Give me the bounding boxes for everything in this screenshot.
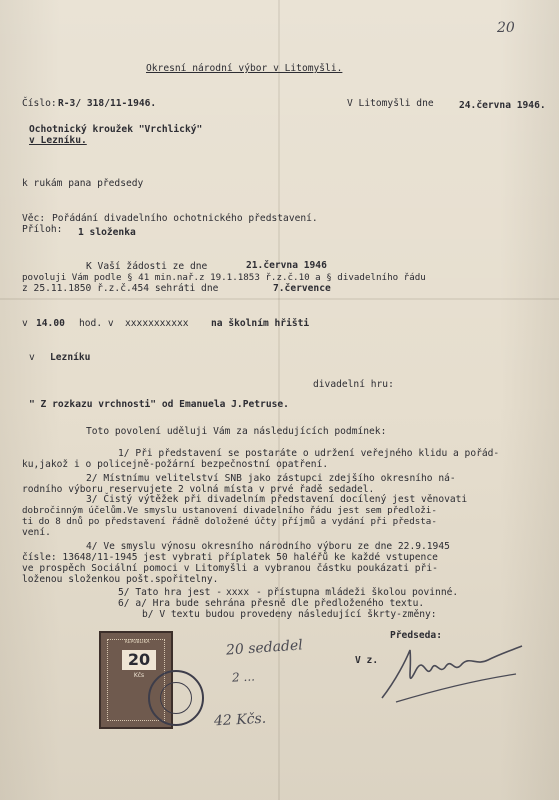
- subject-text: Pořádání divadelního ochotnického představení.: [52, 213, 318, 224]
- conditions-intro: Toto povolení uděluji Vám za následujících podmínek:: [86, 426, 387, 437]
- addressee-name: Ochotnický kroužek "Vrchlický": [29, 124, 203, 135]
- revenue-stamp-unit: Kčs: [133, 672, 145, 679]
- performance-place: Lezníku: [50, 352, 91, 363]
- place-date-prefix: V Litomyšli dne: [347, 98, 434, 109]
- corner-note: 20: [497, 20, 515, 36]
- handwritten-note: 42 Kčs.: [213, 710, 267, 730]
- time-suffix: hod. v: [79, 318, 114, 329]
- condition-line: 4/ Ve smyslu výnosu okresního národního výboru ze dne 22.9.1945: [86, 541, 450, 552]
- condition-line: ve prospěch Sociální pomoci v Litomyšli a vybranou částku poukázati při-: [22, 563, 438, 574]
- condition-line: vení.: [22, 527, 51, 538]
- vz-label: V z.: [355, 655, 379, 666]
- condition-line: ku,jakož i o policejně-požární bezpečnostní opatření.: [22, 459, 329, 470]
- signature-scribble: [376, 640, 526, 710]
- permit-line-1: povoluji Vám podle § 41 min.nař.z 19.1.1853 ř.z.č.10 a § divadelního řádu: [22, 272, 426, 283]
- performance-time: 14.00: [36, 318, 65, 329]
- revenue-stamp-top-text: REPUBLIKA: [124, 640, 150, 645]
- condition-line: čísle: 13648/11-1945 jest vybrati příplatek 50 haléřů ke každé vstupence: [22, 552, 438, 563]
- condition-line: rodního výboru reservujete 2 volná místa v prvé řadě sedadel.: [22, 484, 375, 495]
- enclosure-label: Příloh:: [22, 224, 63, 235]
- condition-6a: 6/ a/ Hra bude sehrána přesně dle předloženého textu.: [118, 598, 425, 609]
- condition-line: 1/ Při představení se postaráte o udržení veřejného klidu a pořád-: [118, 448, 500, 459]
- performance-date: 7.července: [273, 283, 331, 294]
- time-prefix: v: [22, 318, 28, 329]
- place-prefix: v: [29, 352, 35, 363]
- condition-5-suffix: - přístupna mládeži školou povinné.: [256, 587, 459, 598]
- request-prefix: K Vaší žádosti ze dne: [86, 261, 208, 272]
- condition-5-prefix: 5/ Tato hra jest -: [118, 587, 222, 598]
- round-seal-inner-ring: [160, 682, 192, 714]
- enclosure-value: 1 složenka: [78, 227, 136, 238]
- struck-out-text: xxxxxxxxxxx: [125, 318, 189, 329]
- condition-5-struck: xxxx: [226, 587, 250, 598]
- reference-number: R-3/ 318/11-1946.: [58, 98, 157, 109]
- performance-venue: na školním hřišti: [211, 318, 310, 329]
- subject-label: Věc:: [22, 213, 46, 224]
- attention-line: k rukám pana předsedy: [22, 178, 144, 189]
- condition-line: ti do 8 dnů po představení řádně doložené účty příjmů a vydání při předsta-: [22, 516, 437, 527]
- handwritten-note: 20 sedadel: [225, 637, 304, 659]
- play-title: " Z rozkazu vrchnosti" od Emanuela J.Petruse.: [29, 399, 289, 410]
- condition-line: 2/ Místnímu velitelství SNB jako zástupci zdejšího okresního ná-: [86, 473, 456, 484]
- revenue-stamp-value: 20: [122, 650, 156, 670]
- request-date: 21.června 1946: [246, 260, 327, 271]
- letter-date: 24.června 1946.: [459, 100, 546, 111]
- reference-label: Číslo:: [22, 98, 57, 109]
- chair-label: Předseda:: [390, 630, 442, 641]
- condition-6b: b/ V textu budou provedeny následující škrty-změny:: [142, 609, 437, 620]
- play-label: divadelní hru:: [313, 379, 394, 390]
- condition-line: 3/ Čistý výtěžek při divadelním představení docílený jest věnovati: [86, 494, 468, 505]
- office-heading: Okresní národní výbor v Litomyšli.: [146, 63, 343, 74]
- condition-line: dobročinným účelům.Ve smyslu ustanovení divadelního řádu jest sem předloži-: [22, 505, 437, 516]
- round-seal: [148, 670, 204, 726]
- handwritten-note: 2 ...: [231, 669, 256, 685]
- addressee-place: v Lezníku.: [29, 135, 87, 146]
- permit-line-2: z 25.11.1850 ř.z.č.454 sehráti dne: [22, 283, 219, 294]
- condition-line: loženou složenkou pošt.spořitelny.: [22, 574, 219, 585]
